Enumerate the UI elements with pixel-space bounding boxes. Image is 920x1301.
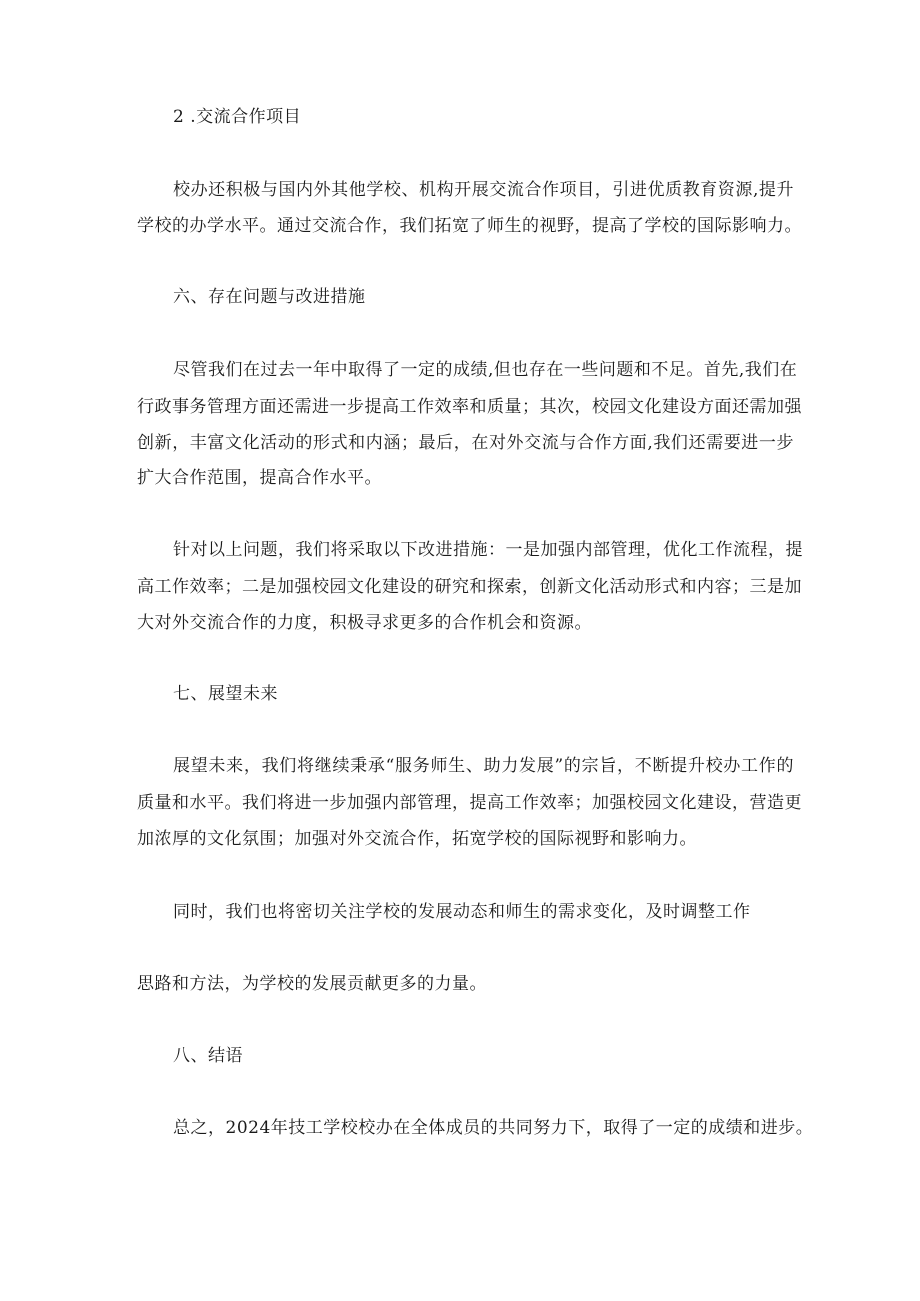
paragraph-problems-line-1: 尽管我们在过去一年中取得了一定的成绩,但也存在一些问题和不足。首先,我们在 [173,360,798,380]
paragraph-problems-line-3: 创新，丰富文化活动的形式和内涵；最后，在对外交流与合作方面,我们还需要进一步 [137,433,794,453]
paragraph-problems-line-4: 扩大合作范围，提高合作水平。 [137,468,382,488]
paragraph-conclusion: 总之，2024年技工学校校办在全体成员的共同努力下，取得了一定的成绩和进步。 [173,1118,814,1138]
section-heading-outlook: 七、展望未来 [173,684,278,704]
paragraph-attention-line-2: 思路和方法，为学校的发展贡献更多的力量。 [137,974,487,994]
paragraph-outlook-line-3: 加浓厚的文化氛围；加强对外交流合作，拓宽学校的国际视野和影响力。 [137,829,697,849]
section-heading-exchange-projects: 2 .交流合作项目 [173,107,302,127]
section-heading-problems: 六、存在问题与改进措施 [173,287,366,307]
paragraph-problems-line-2: 行政事务管理方面还需进一步提高工作效率和质量；其次，校园文化建设方面还需加强 [137,397,802,417]
paragraph-outlook-line-1: 展望未来，我们将继续秉承“服务师生、助力发展”的宗旨，不断提升校办工作的 [173,756,794,776]
paragraph-exchange-line-1: 校办还积极与国内外其他学校、机构开展交流合作项目，引进优质教育资源,提升 [173,180,794,200]
paragraph-measures-line-1: 针对以上问题，我们将采取以下改进措施：一是加强内部管理，优化工作流程，提 [173,540,803,560]
paragraph-measures-line-3: 大对外交流合作的力度，积极寻求更多的合作机会和资源。 [137,613,592,633]
paragraph-attention-line-1: 同时，我们也将密切关注学校的发展动态和师生的需求变化，及时调整工作 [173,902,751,922]
paragraph-outlook-line-2: 质量和水平。我们将进一步加强内部管理，提高工作效率；加强校园文化建设，营造更 [137,793,802,813]
paragraph-exchange-line-2: 学校的办学水平。通过交流合作，我们拓宽了师生的视野，提高了学校的国际影响力。 [137,216,802,236]
section-heading-conclusion: 八、结语 [173,1046,243,1066]
paragraph-measures-line-2: 高工作效率；二是加强校园文化建设的研究和探索，创新文化活动形式和内容；三是加 [137,577,802,597]
